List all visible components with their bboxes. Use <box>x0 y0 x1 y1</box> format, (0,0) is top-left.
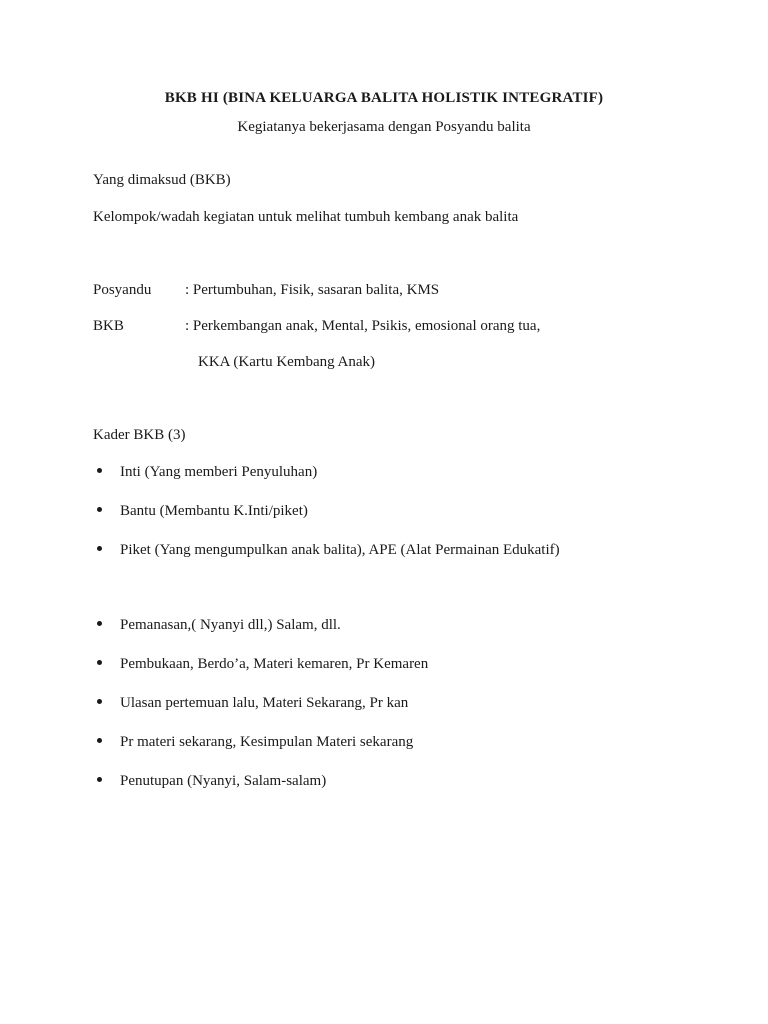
kader-item-text: Inti (Yang memberi Penyuluhan) <box>120 464 318 480</box>
comparison-desc: : Perkembangan anak, Mental, Psikis, emosional orang tua, <box>185 318 541 334</box>
kader-heading: Kader BKB (3) <box>93 427 186 443</box>
bullet-icon <box>97 777 102 782</box>
step-list-item <box>97 615 341 635</box>
comparison-continuation: KKA (Kartu Kembang Anak) <box>198 354 376 370</box>
step-list-item <box>97 693 409 713</box>
kader-list-item <box>97 540 560 560</box>
bullet-icon <box>97 660 102 665</box>
kader-list-item <box>97 462 318 482</box>
bullet-icon <box>97 738 102 743</box>
comparison-row-bkb <box>93 316 540 336</box>
definition-text: Kelompok/wadah kegiatan untuk melihat tumbuh kembang anak balita <box>93 209 519 225</box>
document-subtitle: Kegiatanya bekerjasama dengan Posyandu balita <box>237 119 531 135</box>
step-item-text: Penutupan (Nyanyi, Salam-salam) <box>120 773 327 789</box>
kader-item-text: Bantu (Membantu K.Inti/piket) <box>120 503 308 519</box>
bullet-icon <box>97 621 102 626</box>
step-item-text: Ulasan pertemuan lalu, Materi Sekarang, Pr kan <box>120 695 409 711</box>
definition-heading: Yang dimaksud (BKB) <box>93 172 231 188</box>
step-list-item <box>97 654 429 674</box>
step-item-text: Pembukaan, Berdo’a, Materi kemaren, Pr Kemaren <box>120 656 429 672</box>
step-item-text: Pr materi sekarang, Kesimpulan Materi sekarang <box>120 734 414 750</box>
comparison-term: BKB <box>93 318 124 334</box>
bullet-icon <box>97 699 102 704</box>
kader-item-text: Piket (Yang mengumpulkan anak balita), APE (Alat Permainan Edukatif) <box>120 542 560 558</box>
bullet-icon <box>97 507 102 512</box>
bullet-icon <box>97 546 102 551</box>
comparison-desc: : Pertumbuhan, Fisik, sasaran balita, KMS <box>185 282 440 298</box>
comparison-term: Posyandu <box>93 282 152 298</box>
step-list-item <box>97 732 414 752</box>
kader-list-item <box>97 501 308 521</box>
comparison-row-posyandu <box>93 280 439 300</box>
document-title: BKB HI (BINA KELUARGA BALITA HOLISTIK INTEGRATIF) <box>164 90 604 106</box>
step-item-text: Pemanasan,( Nyanyi dll,) Salam, dll. <box>120 617 341 633</box>
step-list-item <box>97 771 327 791</box>
bullet-icon <box>97 468 102 473</box>
